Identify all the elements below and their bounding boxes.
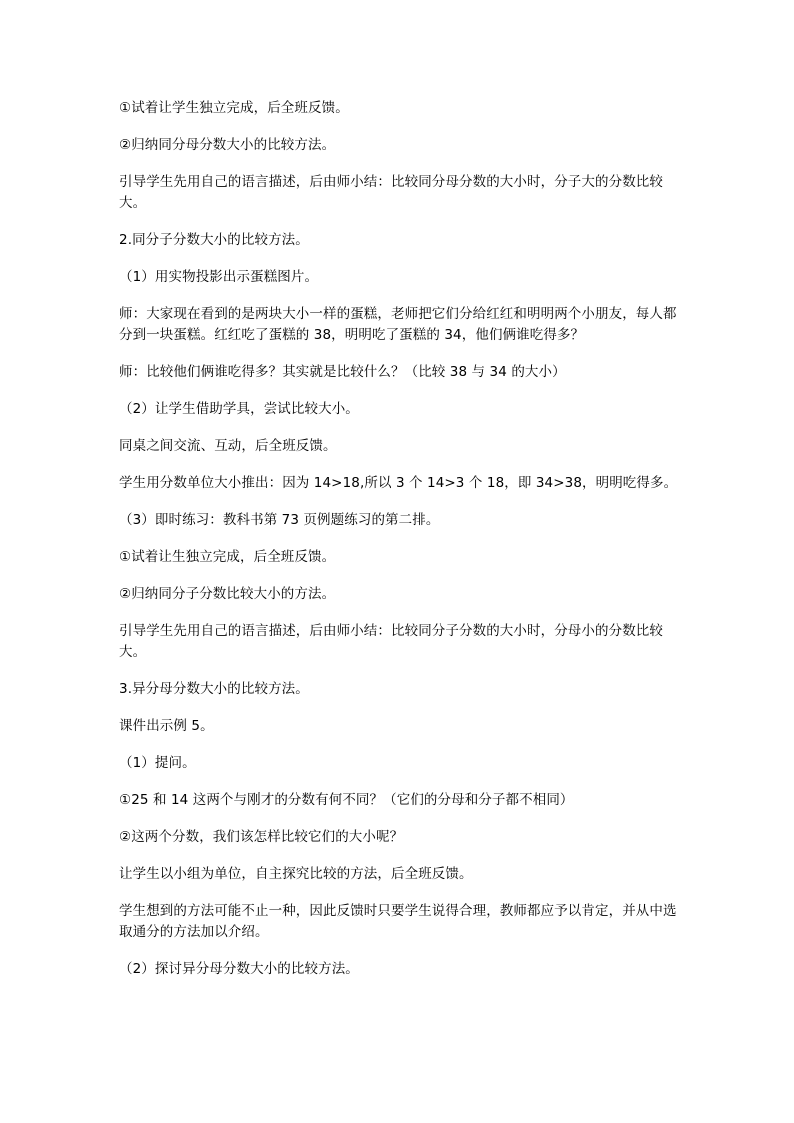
document-body — [119, 98, 679, 996]
paragraph: 师：比较他们俩谁吃得多？其实就是比较什么？（比较 38 与 34 的大小） — [119, 364, 566, 380]
paragraph: ②这两个分数，我们该怎样比较它们的大小呢？ — [119, 829, 404, 845]
paragraph: 引导学生先用自己的语言描述，后由师小结：比较同分子分数的大小时，分母小的分数比较大。 — [119, 623, 663, 660]
paragraph: ①25 和 14 这两个与刚才的分数有何不同？（它们的分母和分子都不相同） — [119, 792, 574, 808]
paragraph: ①试着让生独立完成，后全班反馈。 — [119, 549, 336, 565]
paragraph: （2）探讨异分母分数大小的比较方法。 — [119, 961, 359, 977]
paragraph: （2）让学生借助学具，尝试比较大小。 — [119, 401, 359, 417]
paragraph: 引导学生先用自己的语言描述，后由师小结：比较同分母分数的大小时，分子大的分数比较大。 — [119, 174, 663, 211]
paragraph: ②归纳同分母分数大小的比较方法。 — [119, 137, 336, 153]
paragraph: 学生想到的方法可能不止一种，因此反馈时只要学生说得合理，教师都应予以肯定，并从中选取通分的方法加以介绍。 — [119, 903, 677, 940]
paragraph: （3）即时练习：教科书第 73 页例题练习的第二排。 — [119, 512, 440, 528]
paragraph: 让学生以小组为单位，自主探究比较的方法，后全班反馈。 — [119, 866, 473, 882]
section-heading: 2.同分子分数大小的比较方法。 — [119, 232, 309, 248]
paragraph: （1）提问。 — [119, 755, 196, 771]
paragraph: 课件出示例 5。 — [119, 718, 214, 734]
paragraph: 同桌之间交流、互动，后全班反馈。 — [119, 438, 337, 454]
paragraph: ①试着让学生独立完成，后全班反馈。 — [119, 100, 349, 116]
paragraph: 师：大家现在看到的是两块大小一样的蛋糕，老师把它们分给红红和明明两个小朋友，每人都分到一块蛋糕。红红吃了蛋糕的 38，明明吃了蛋糕的 34，他们俩谁吃得多？ — [119, 306, 677, 343]
paragraph: ②归纳同分子分数比较大小的方法。 — [119, 586, 336, 602]
section-heading: 3.异分母分数大小的比较方法。 — [119, 681, 309, 697]
paragraph: （1）用实物投影出示蛋糕图片。 — [119, 269, 319, 285]
paragraph: 学生用分数单位大小推出：因为 14>18,所以 3 个 14>3 个 18，即 34>38，明明吃得多。 — [119, 475, 678, 491]
